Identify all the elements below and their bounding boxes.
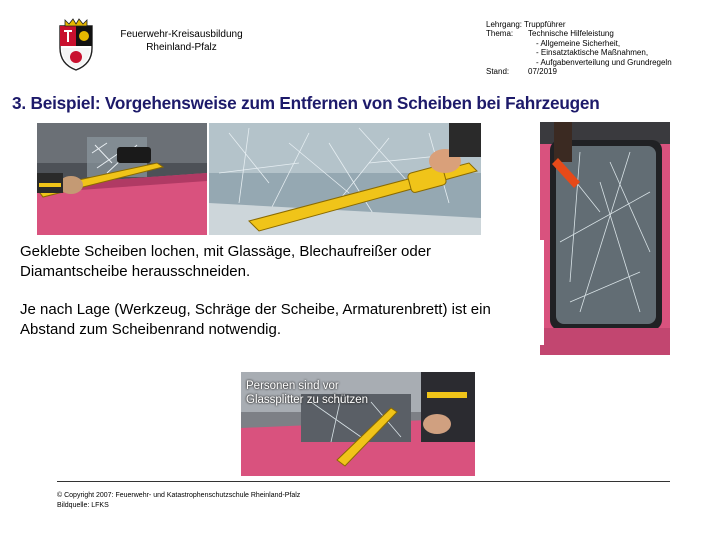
date-label: Stand: <box>486 67 510 77</box>
photo-caption-line2: Glassplitter zu schützen <box>246 394 369 406</box>
organization-line1: Feuerwehr-Kreisausbildung <box>120 29 243 40</box>
organization-name <box>104 28 259 54</box>
organization-line2: Rheinland-Pfalz <box>146 42 217 53</box>
course-meta <box>486 20 711 76</box>
topic-value: Technische Hilfeleistung <box>528 29 614 39</box>
body-text <box>20 240 544 345</box>
topic-item: - Allgemeine Sicherheit, <box>536 38 621 48</box>
course-row <box>486 20 711 29</box>
image-source-text: Bildquelle: LFKS <box>57 502 109 509</box>
date-row <box>486 67 711 76</box>
footer-divider <box>57 481 670 482</box>
copyright-text: © Copyright 2007: Feuerwehr- und Katastrophenschutzschule Rheinland-Pfalz <box>57 492 301 499</box>
course-label: Lehrgang: <box>486 20 523 29</box>
date-value: 07/2019 <box>528 67 557 77</box>
slide-title: 3. Beispiel: Vorgehensweise zum Entfernen von Scheiben bei Fahrzeugen <box>12 93 600 113</box>
course-value: Truppführer <box>524 20 566 29</box>
photo-caption-line1: Personen sind vor <box>246 380 339 392</box>
body-paragraph-1: Geklebte Scheiben lochen, mit Glassäge, Blechaufreißer oder Diamantscheibe herausschneiden. <box>20 243 432 280</box>
footer <box>57 491 300 511</box>
topic-label: Thema: <box>486 29 514 39</box>
topic-item: - Aufgabenverteilung und Grundregeln <box>536 57 672 67</box>
topic-row <box>486 29 711 38</box>
body-paragraph-2: Je nach Lage (Werkzeug, Schräge der Scheibe, Armaturenbrett) ist ein Abstand zum Scheibenrand notwendig. <box>20 301 491 338</box>
photo-windshield-saw <box>209 123 481 235</box>
photo-mirror-tool <box>37 123 207 235</box>
photo-window-frame <box>540 122 670 355</box>
topic-item: - Einsatztaktische Maßnahmen, <box>536 48 649 58</box>
photo-caption <box>243 379 376 414</box>
coat-of-arms-icon <box>52 16 100 72</box>
